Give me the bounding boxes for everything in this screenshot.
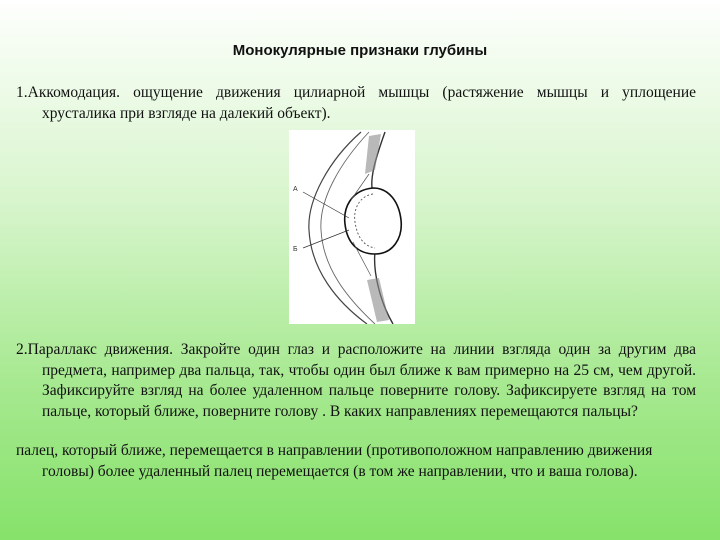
label-b: Б [293,246,298,253]
page-title: Монокулярные признаки глубины [232,42,488,59]
paragraph-parallax: 2.Параллакс движения. Закройте один глаз и расположите на линии взгляда один за другим два предмета, например два пальца, так, чтобы один был ближе к вам примерно на 25 см, чем другой. Зафиксируйте взгляд на более удаленном пальце поверните голову. Зафиксируете взгляд на том пальце, который ближе, поверните голову . В каких направлениях перемещаются пальцы? [16,341,696,420]
paragraph-accommodation: 1.Аккомодация. ощущение движения цилиарной мышцы (растяжение мышцы и уплощение хрусталика при взгляде на далекий объект). [16,84,696,122]
eye-lens-diagram [289,130,415,324]
label-a: А [293,186,298,193]
paragraph-answer: палец, который ближе, перемещается в направлении (противоположном направлению движения головы) более удаленный палец перемещается (в том же направлении, что и ваша голова). [16,442,653,480]
eye-lens-drawing [289,130,415,324]
